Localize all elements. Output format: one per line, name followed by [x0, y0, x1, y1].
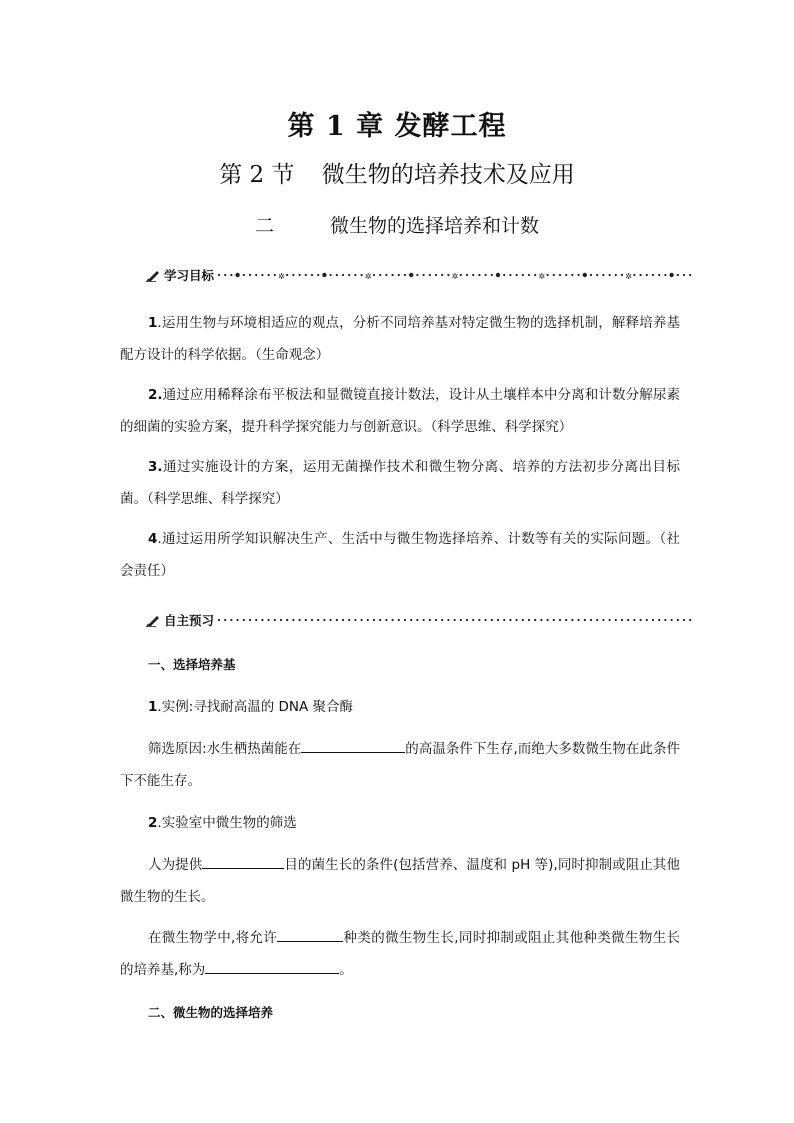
goal-item-3 [120, 451, 680, 515]
self-preview-heading: 自主预习 [164, 613, 215, 628]
fill-blank[interactable] [202, 854, 284, 869]
item1-paragraph [120, 733, 680, 797]
svg-text:✲: ✲ [364, 272, 372, 280]
fill-blank[interactable] [205, 959, 339, 974]
goal-number: 3. [148, 459, 163, 475]
item-number: 2 [148, 815, 158, 831]
goal-text: 通过实施设计的方案，运用无菌操作技术和微生物分离、培养的方法初步分离出目标菌。（科学思维、科学探究） [120, 459, 680, 507]
goal-text: 通过应用稀释涂布平板法和显微镜直接计数法，设计从土壤样本中分离和计数分解尿素的细菌的实验方案，提升科学探究能力与创新意识。（科学思维、科学探究） [120, 387, 680, 435]
part1-title: 一、选择培养基 [148, 657, 236, 672]
item-text: .实例:寻找耐高温的 DNA 聚合酶 [157, 699, 354, 715]
goal-item-1 [120, 307, 680, 371]
text-segment: 在微生物学中,将允许 [148, 930, 278, 946]
item-text: .实验室中微生物的筛选 [157, 815, 297, 831]
goal-item-2 [120, 379, 680, 443]
item1-title [120, 691, 680, 723]
text-segment: 目的菌生长的条件(包括营养、温度和 pH 等),同时抑制或阻止其他微生物的生长。 [120, 857, 680, 905]
section-number: 第 2 节 [219, 162, 295, 188]
text-segment: 种类的微生物生长,同时抑制或阻止其他种类微生物生长的培养基,称为 [120, 930, 680, 978]
self-preview-header [146, 610, 706, 630]
subsection-title [0, 211, 794, 238]
pen-icon [146, 268, 162, 282]
item2-title [120, 807, 680, 839]
section-name: 微生物的培养技术及应用 [321, 162, 575, 188]
section-title [0, 156, 794, 189]
chapter-title [0, 104, 794, 143]
subsection-name: 微生物的选择培养和计数 [330, 215, 540, 237]
svg-text:✲: ✲ [278, 272, 285, 280]
goal-text: .通过运用所学知识解决生产、生活中与微生物选择培养、计数等有关的实际问题。（社会责任） [120, 531, 680, 579]
fill-blank[interactable] [277, 927, 343, 942]
item-number: 1 [148, 699, 158, 715]
learning-goals-heading: 学习目标 [164, 268, 215, 283]
goal-text: .运用生物与环境相适应的观点，分析不同培养基对特定微生物的选择机制，解释培养基配方设计的科学依据。（生命观念） [120, 315, 680, 363]
svg-text:✲: ✲ [625, 272, 632, 280]
pen-icon [146, 613, 162, 627]
dotted-divider [216, 615, 706, 625]
goal-number: 1 [148, 315, 158, 331]
fill-blank[interactable] [301, 738, 405, 753]
item2-paragraph-2 [120, 922, 680, 986]
goal-number: 4 [148, 531, 158, 547]
subsection-number: 二 [254, 215, 274, 237]
dotted-divider [216, 270, 706, 280]
chapter-number: 第 1 章 [287, 111, 385, 142]
goal-number: 2. [148, 387, 163, 403]
text-segment: 。 [339, 962, 353, 978]
text-segment: 筛选原因:水生栖热菌能在 [148, 741, 302, 757]
goal-item-4 [120, 523, 680, 587]
part2-title: 二、微生物的选择培养 [148, 1005, 274, 1020]
learning-goals-header [146, 265, 706, 285]
text-segment: 的高温条件下生存,而绝大多数微生物在此条件下不能生存。 [120, 741, 680, 789]
svg-text:✲: ✲ [538, 272, 546, 280]
svg-text:✲: ✲ [451, 272, 459, 280]
text-segment: 人为提供 [148, 857, 203, 873]
item2-paragraph-1 [120, 849, 680, 913]
chapter-name: 发酵工程 [394, 111, 507, 142]
